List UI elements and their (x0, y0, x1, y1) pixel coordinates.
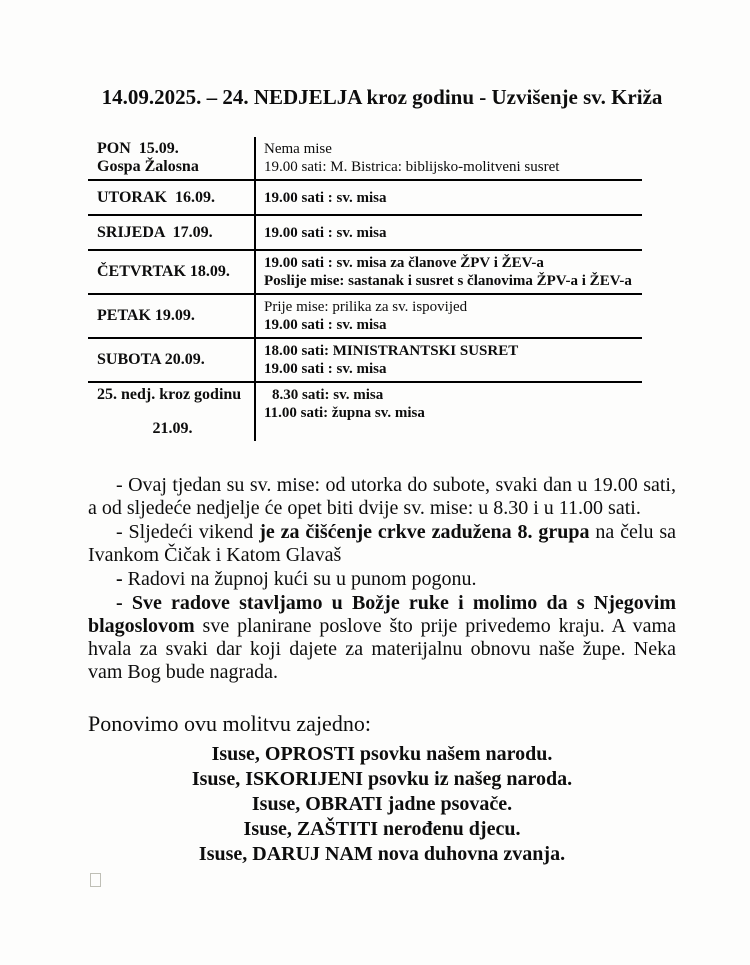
announcement-paragraph (88, 592, 676, 684)
event-text: 19.00 sati : sv. misa (264, 361, 387, 377)
announcement-text: - Sljedeći vikend (116, 521, 260, 543)
empty-box-glyph (90, 873, 101, 887)
event-text: 18.00 sati: MINISTRANTSKI SUSRET (264, 343, 519, 359)
event-text: 19.00 sati : sv. misa (264, 189, 387, 206)
prayer-line: Isuse, OBRATI jadne psovače. (251, 793, 513, 815)
prayer-line: Isuse, OPROSTI psovku našem narodu. (211, 743, 553, 765)
event-cell (255, 215, 642, 250)
event-cell (255, 137, 642, 180)
event-text: 19.00 sati : sv. misa (264, 224, 387, 241)
day-label: ČETVRTAK 18.09. (97, 263, 230, 280)
table-row (88, 180, 642, 215)
table-row (88, 250, 642, 294)
event-text: Prije mise: prilika za sv. ispovijed (264, 299, 468, 315)
announcement-paragraph (88, 474, 676, 520)
prayer-lines (88, 742, 676, 867)
table-row (88, 338, 642, 382)
announcements (88, 474, 676, 684)
prayer-section (88, 711, 676, 867)
announcement-text: sve planirane poslove što prije privedemo kraju. A vama hvala za svaki dar koji dajete za materijalnu obnovu naše župe. Neka vam Bog bude nagrada. (88, 615, 676, 683)
event-text: Nema mise (264, 141, 332, 157)
table-row (88, 382, 642, 441)
event-text: 8.30 sati: sv. misa (272, 387, 384, 403)
day-cell (88, 250, 255, 294)
day-label: Gospa Žalosna (97, 158, 199, 175)
day-label: UTORAK 16.09. (97, 188, 215, 206)
announcement-text: je za čišćenje crkve zadužena 8. grupa (259, 521, 590, 543)
day-cell (88, 215, 255, 250)
announcement-text: Radovi na župnoj kući su u punom pogonu. (127, 568, 477, 590)
day-cell (88, 294, 255, 338)
table-row (88, 215, 642, 250)
event-text: 11.00 sati: župna sv. misa (264, 405, 425, 421)
prayer-line: Isuse, ISKORIJENI psovku iz našeg naroda. (191, 768, 573, 790)
event-cell (255, 250, 642, 294)
event-cell (255, 382, 642, 441)
event-text: 19.00 sati: M. Bistrica: biblijsko-molitveni susret (264, 159, 560, 175)
table-row (88, 137, 642, 180)
event-text: Poslije mise: sastanak i susret s članovima ŽPV-a i ŽEV-a (264, 273, 632, 289)
event-text: 19.00 sati : sv. misa (264, 317, 387, 333)
day-label: 25. nedj. kroz godinu (97, 386, 242, 403)
announcement-text: - Ovaj tjedan su sv. mise: od utorka do subote, svaki dan u 19.00 sati, a od sljedeće nedjelje će opet biti dvije sv. mise: u 8.30 i u 11.00 sati. (88, 474, 676, 519)
table-row (88, 294, 642, 338)
day-label: SRIJEDA 17.09. (97, 223, 213, 241)
announcement-text: na čelu sa Ivankom Čičak i Katom Glavaš (88, 521, 676, 566)
day-cell (88, 338, 255, 382)
day-label: SUBOTA 20.09. (97, 351, 205, 368)
page-title: 14.09.2025. – 24. NEDJELJA kroz godinu - Uzvišenje sv. Križa (101, 85, 663, 109)
day-cell (88, 137, 255, 180)
announcement-paragraph (88, 521, 676, 567)
event-cell (255, 338, 642, 382)
announcement-paragraph (88, 568, 676, 591)
event-cell (255, 294, 642, 338)
day-label: PON 15.09. (97, 140, 179, 157)
event-cell (255, 180, 642, 215)
day-label: 21.09. (152, 420, 193, 437)
schedule-body (88, 137, 642, 441)
day-cell (88, 382, 255, 441)
announcement-text: - (116, 568, 128, 590)
event-text: 19.00 sati : sv. misa za članove ŽPV i ŽEV-a (264, 255, 544, 271)
day-cell (88, 180, 255, 215)
weekly-schedule-table (88, 137, 642, 441)
prayer-line: Isuse, ZAŠTITI nerođenu djecu. (243, 818, 521, 840)
announcement-text: - Sve radove stavljamo u Božje ruke i molimo da s Njegovim blagoslovom (88, 592, 676, 637)
day-label: PETAK 19.09. (97, 307, 195, 324)
prayer-intro: Ponovimo ovu molitvu zajedno: (88, 711, 371, 736)
prayer-line: Isuse, DARUJ NAM nova duhovna zvanja. (198, 843, 566, 865)
